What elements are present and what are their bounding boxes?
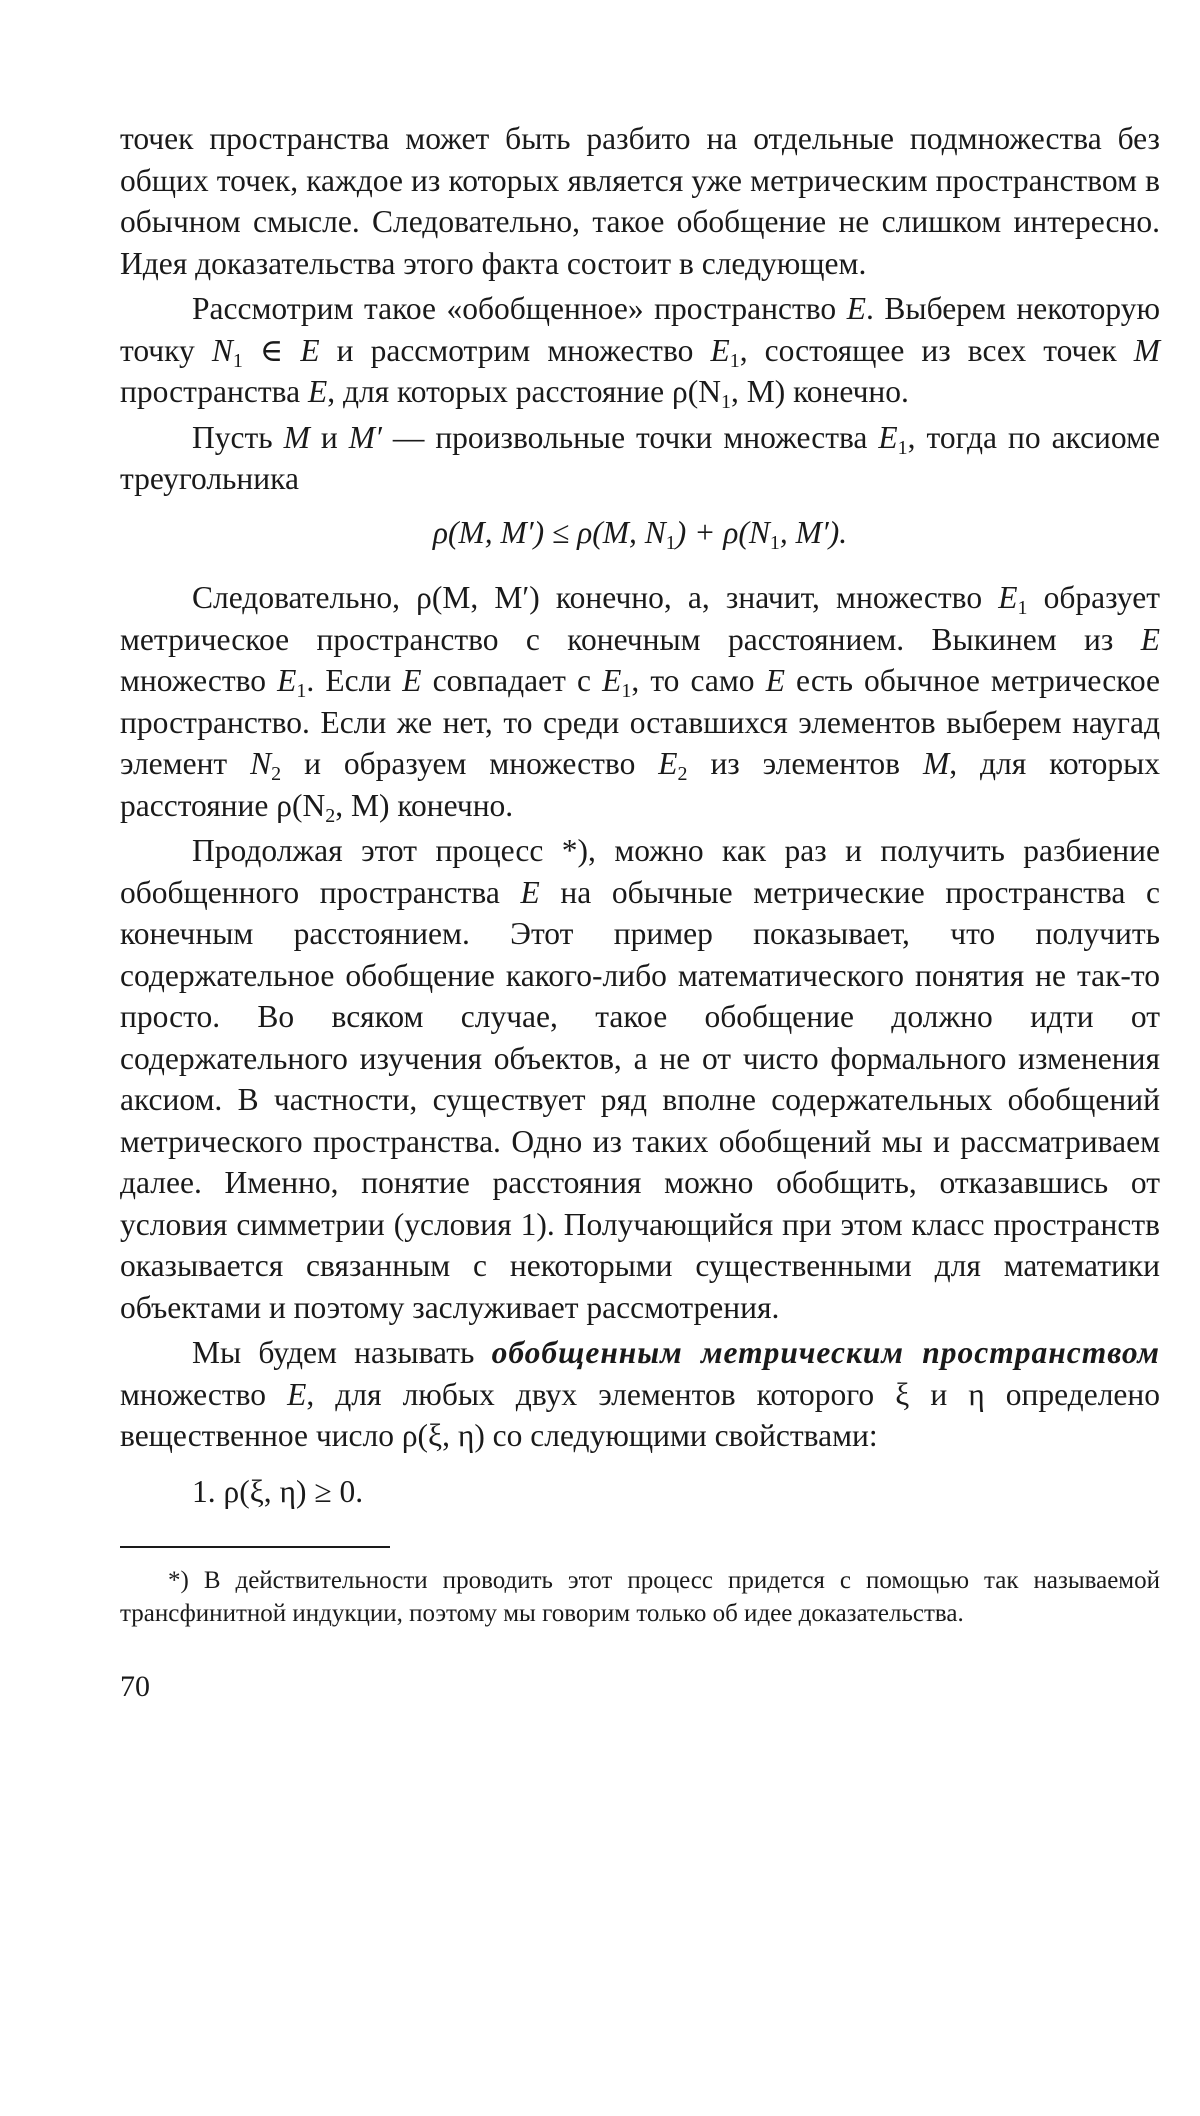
paragraph-5: Продолжая этот процесс *), можно как раз и получить разбиение обобщенного пространства E на обычные метрические пространства с конечным расстоянием. Этот пример показывает, что получить содержательное обобщение какого-либо математического понятия не так-то просто. Во всяком случае, такое обобщение должно идти от содержательного изучения объектов, а не от чисто формального изменения аксиом. В частности, существует ряд вполне содержательных обобщений метрического пространства. Одно из таких обобщений мы и рассматриваем далее. Именно, понятие расстояния можно обобщить, отказавшись от условия симметрии (условия 1). Получающийся при этом класс пространств оказывается связанным с некоторыми существенными для математики объектами и поэтому заслуживает рассмотрения. xyxy=(120,833,1160,1325)
page-content xyxy=(120,118,1160,1704)
triangle-inequality-formula: ρ(M, M′) ≤ ρ(M, $N_1) + \rho(N_1$, M′). xyxy=(432,514,848,554)
paragraph-6: Мы будем называть обобщенным метрическим пространством множество E, для любых двух элементов которого ξ и η определено вещественное число ρ(ξ, η) со следующими свойствами: xyxy=(120,1335,1160,1453)
paragraph-1: точек пространства может быть разбито на отдельные подмножества без общих точек, каждое из которых является уже метрическим пространством в обычном смысле. Следовательно, такое обобщение не слишком интересно. Идея доказательства этого факта состоит в следующем. xyxy=(120,121,1160,281)
footnote: *) В действительности проводить этот процесс придется с помощью так называемой трансфинитной индукции, поэтому мы говорим только об идее доказательства. xyxy=(120,1567,1160,1627)
defined-term: обобщенным метрическим пространством xyxy=(491,1335,1160,1370)
paragraph-4: Следовательно, ρ(M, M′) конечно, а, значит, множество $E_1$ образует метрическое пространство с конечным расстоянием. Выкинем из E множество $E_1$. Если E совпадает с $E_1$, то само E есть обычное метрическое пространство. Если же нет, то среди оставшихся элементов выберем наугад элемент $N_2$ и образуем множество $E_2$ из элементов M, для которых расстояние $\rho(N_2$, M) конечно. xyxy=(120,580,1161,827)
paragraph-3: Пусть M и M′ — произвольные точки множества $E_1$, тогда по аксиоме треугольника xyxy=(120,419,1160,496)
page-number: 70 xyxy=(120,1670,150,1703)
footnote-divider xyxy=(120,1546,390,1548)
property-1: 1. ρ(ξ, η) ≥ 0. xyxy=(192,1473,364,1509)
paragraph-2: Рассмотрим такое «обобщенное» пространство E. Выберем некоторую точку $N_1$ ∈ E и рассмотрим множество $E_1$, состоящее из всех точек M пространства E, для которых расстояние $\rho(N_1$, M) конечно. xyxy=(120,291,1160,413)
